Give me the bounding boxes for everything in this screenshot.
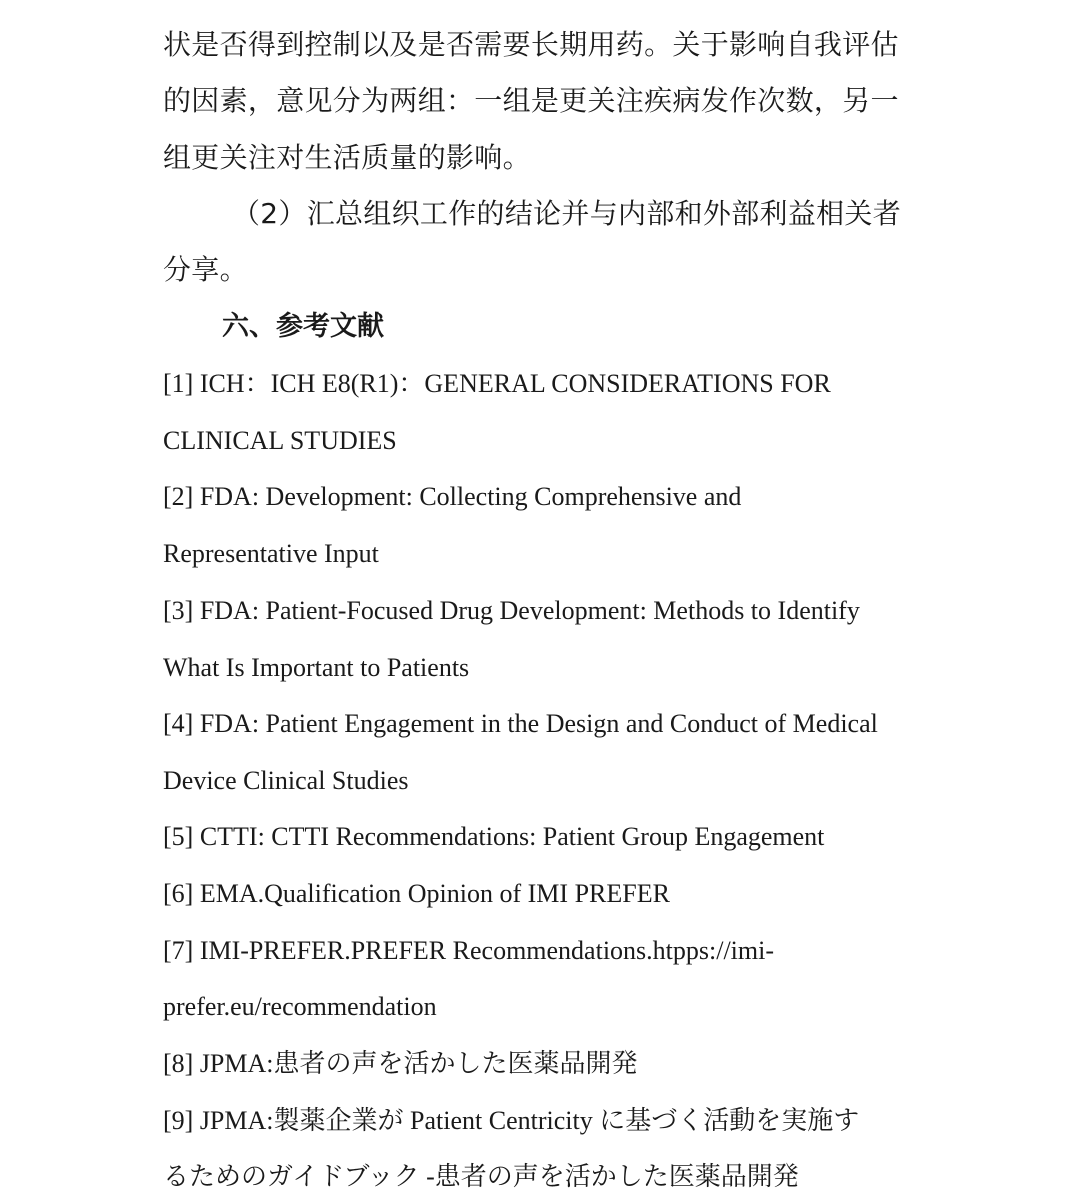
reference-7: [7] IMI-PREFER.PREFER Recommendations.htpps://imi- — [163, 936, 774, 965]
reference-9: [9] JPMA:製薬企業が Patient Centricity に基づく活動を実施す — [163, 1106, 860, 1135]
reference-1-cont: CLINICAL STUDIES — [163, 426, 397, 455]
reference-6: [6] EMA.Qualification Opinion of IMI PREFER — [163, 879, 670, 908]
body-text-line: （2）汇总组织工作的结论并与内部和外部利益相关者 — [232, 197, 902, 230]
reference-1: [1] ICH：ICH E8(R1)：GENERAL CONSIDERATIONS FOR — [163, 369, 831, 398]
reference-3-cont: What Is Important to Patients — [163, 653, 470, 682]
reference-4-cont: Device Clinical Studies — [163, 766, 409, 795]
reference-8: [8] JPMA:患者の声を活かした医薬品開発 — [163, 1049, 638, 1078]
reference-4: [4] FDA: Patient Engagement in the Design and Conduct of Medical — [163, 709, 878, 738]
reference-5: [5] CTTI: CTTI Recommendations: Patient Group Engagement — [163, 822, 825, 851]
reference-3: [3] FDA: Patient-Focused Drug Development: Methods to Identify — [163, 596, 860, 625]
body-text-line: 组更关注对生活质量的影响。 — [163, 141, 531, 174]
section-heading: 六、参考文献 — [222, 311, 384, 342]
reference-7-cont: prefer.eu/recommendation — [163, 992, 437, 1021]
reference-2-cont: Representative Input — [163, 539, 379, 568]
body-text-line: 分享。 — [163, 253, 248, 286]
body-text-line: 的因素，意见分为两组：一组是更关注疾病发作次数，另一 — [163, 84, 899, 117]
reference-9-cont: るためのガイドブック -患者の声を活かした医薬品開発 — [163, 1162, 799, 1191]
reference-2: [2] FDA: Development: Collecting Comprehensive and — [163, 482, 742, 511]
body-text-line: 状是否得到控制以及是否需要长期用药。关于影响自我评估 — [163, 28, 899, 61]
